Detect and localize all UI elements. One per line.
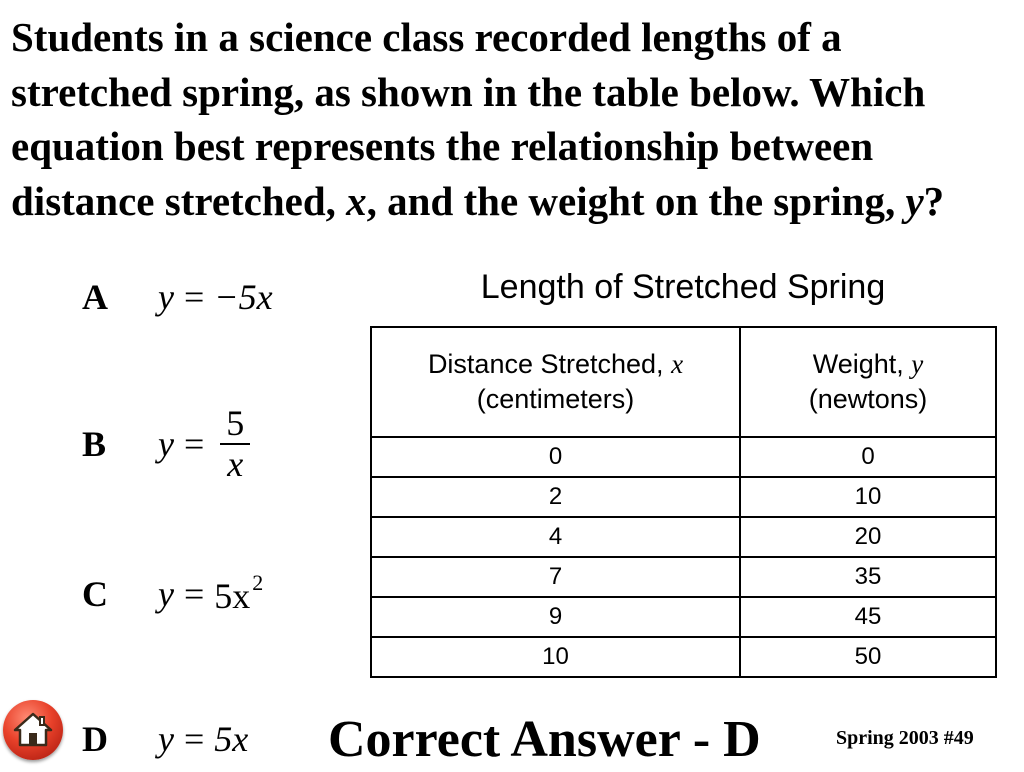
question-source: Spring 2003 #49: [836, 727, 974, 749]
choice-c[interactable]: [82, 570, 263, 617]
question-part-2: , and the weight on the spring,: [366, 177, 906, 224]
home-button[interactable]: [3, 700, 63, 760]
choice-letter: A: [82, 277, 108, 317]
choice-equation: [158, 276, 273, 318]
choice-equation: [158, 718, 248, 760]
equation-rhs: 5x: [214, 719, 249, 759]
spring-data-table: [370, 326, 997, 678]
question-part-3: ?: [923, 177, 945, 224]
table-row: [371, 477, 996, 517]
equation-lhs: y: [158, 719, 174, 759]
header-unit: (newtons): [808, 384, 928, 414]
choice-b[interactable]: [82, 405, 250, 483]
header-variable: x: [671, 349, 684, 379]
equation-rhs: [214, 570, 263, 617]
table-cell-weight: 50: [740, 637, 996, 677]
equation-equals: =: [183, 424, 205, 464]
table-cell-distance: 2: [371, 477, 740, 517]
table-row: [371, 557, 996, 597]
table-cell-distance: 7: [371, 557, 740, 597]
equation-lhs: y: [158, 573, 174, 614]
equation-rhs-base: 5x: [214, 576, 251, 616]
equation-equals: =: [183, 719, 205, 759]
question-part-1: Students in a science class recorded lengths of a stretched spring, as shown in the table below. Which equation best represents the relationship between distance stretched,: [11, 14, 926, 224]
equation-lhs: y: [158, 424, 174, 464]
equation-equals: =: [183, 573, 205, 614]
header-variable: y: [911, 349, 924, 379]
equation-exponent: 2: [252, 570, 264, 595]
table-cell-weight: 10: [740, 477, 996, 517]
table-cell-distance: 10: [371, 637, 740, 677]
table-cell-weight: 20: [740, 517, 996, 557]
choice-equation: [158, 570, 263, 617]
table-cell-distance: 9: [371, 597, 740, 637]
header-label: Weight,: [812, 349, 912, 379]
choice-letter: D: [82, 719, 108, 759]
correct-answer-label: Correct Answer - D: [328, 711, 761, 768]
fraction-denominator: x: [227, 444, 244, 484]
table-header-row: [371, 327, 996, 437]
table-cell-weight: 35: [740, 557, 996, 597]
header-unit: (centimeters): [476, 384, 635, 414]
equation-fraction: [220, 405, 250, 483]
table-cell-distance: 4: [371, 517, 740, 557]
question-variable-x: x: [346, 177, 367, 224]
header-distance-stretched: [371, 327, 740, 437]
choice-a[interactable]: [82, 276, 273, 318]
table-cell-weight: 45: [740, 597, 996, 637]
table-cell-weight: 0: [740, 437, 996, 477]
choice-letter: B: [82, 424, 107, 464]
equation-equals: =: [183, 277, 205, 317]
fraction-numerator: 5: [220, 405, 250, 445]
table-row: [371, 517, 996, 557]
header-label: Distance Stretched,: [427, 349, 672, 379]
equation-rhs: −5x: [214, 277, 273, 317]
table-row: [371, 597, 996, 637]
equation-lhs: y: [158, 277, 174, 317]
question-variable-y: y: [905, 177, 924, 224]
choice-equation: [158, 405, 250, 483]
header-weight: [740, 327, 996, 437]
question-text: [11, 10, 1011, 228]
table-title: Length of Stretched Spring: [480, 268, 886, 306]
home-icon: [12, 709, 54, 751]
table-row: [371, 637, 996, 677]
table-row: [371, 437, 996, 477]
choice-letter: C: [82, 573, 108, 614]
table-cell-distance: 0: [371, 437, 740, 477]
choice-d[interactable]: [82, 718, 248, 760]
